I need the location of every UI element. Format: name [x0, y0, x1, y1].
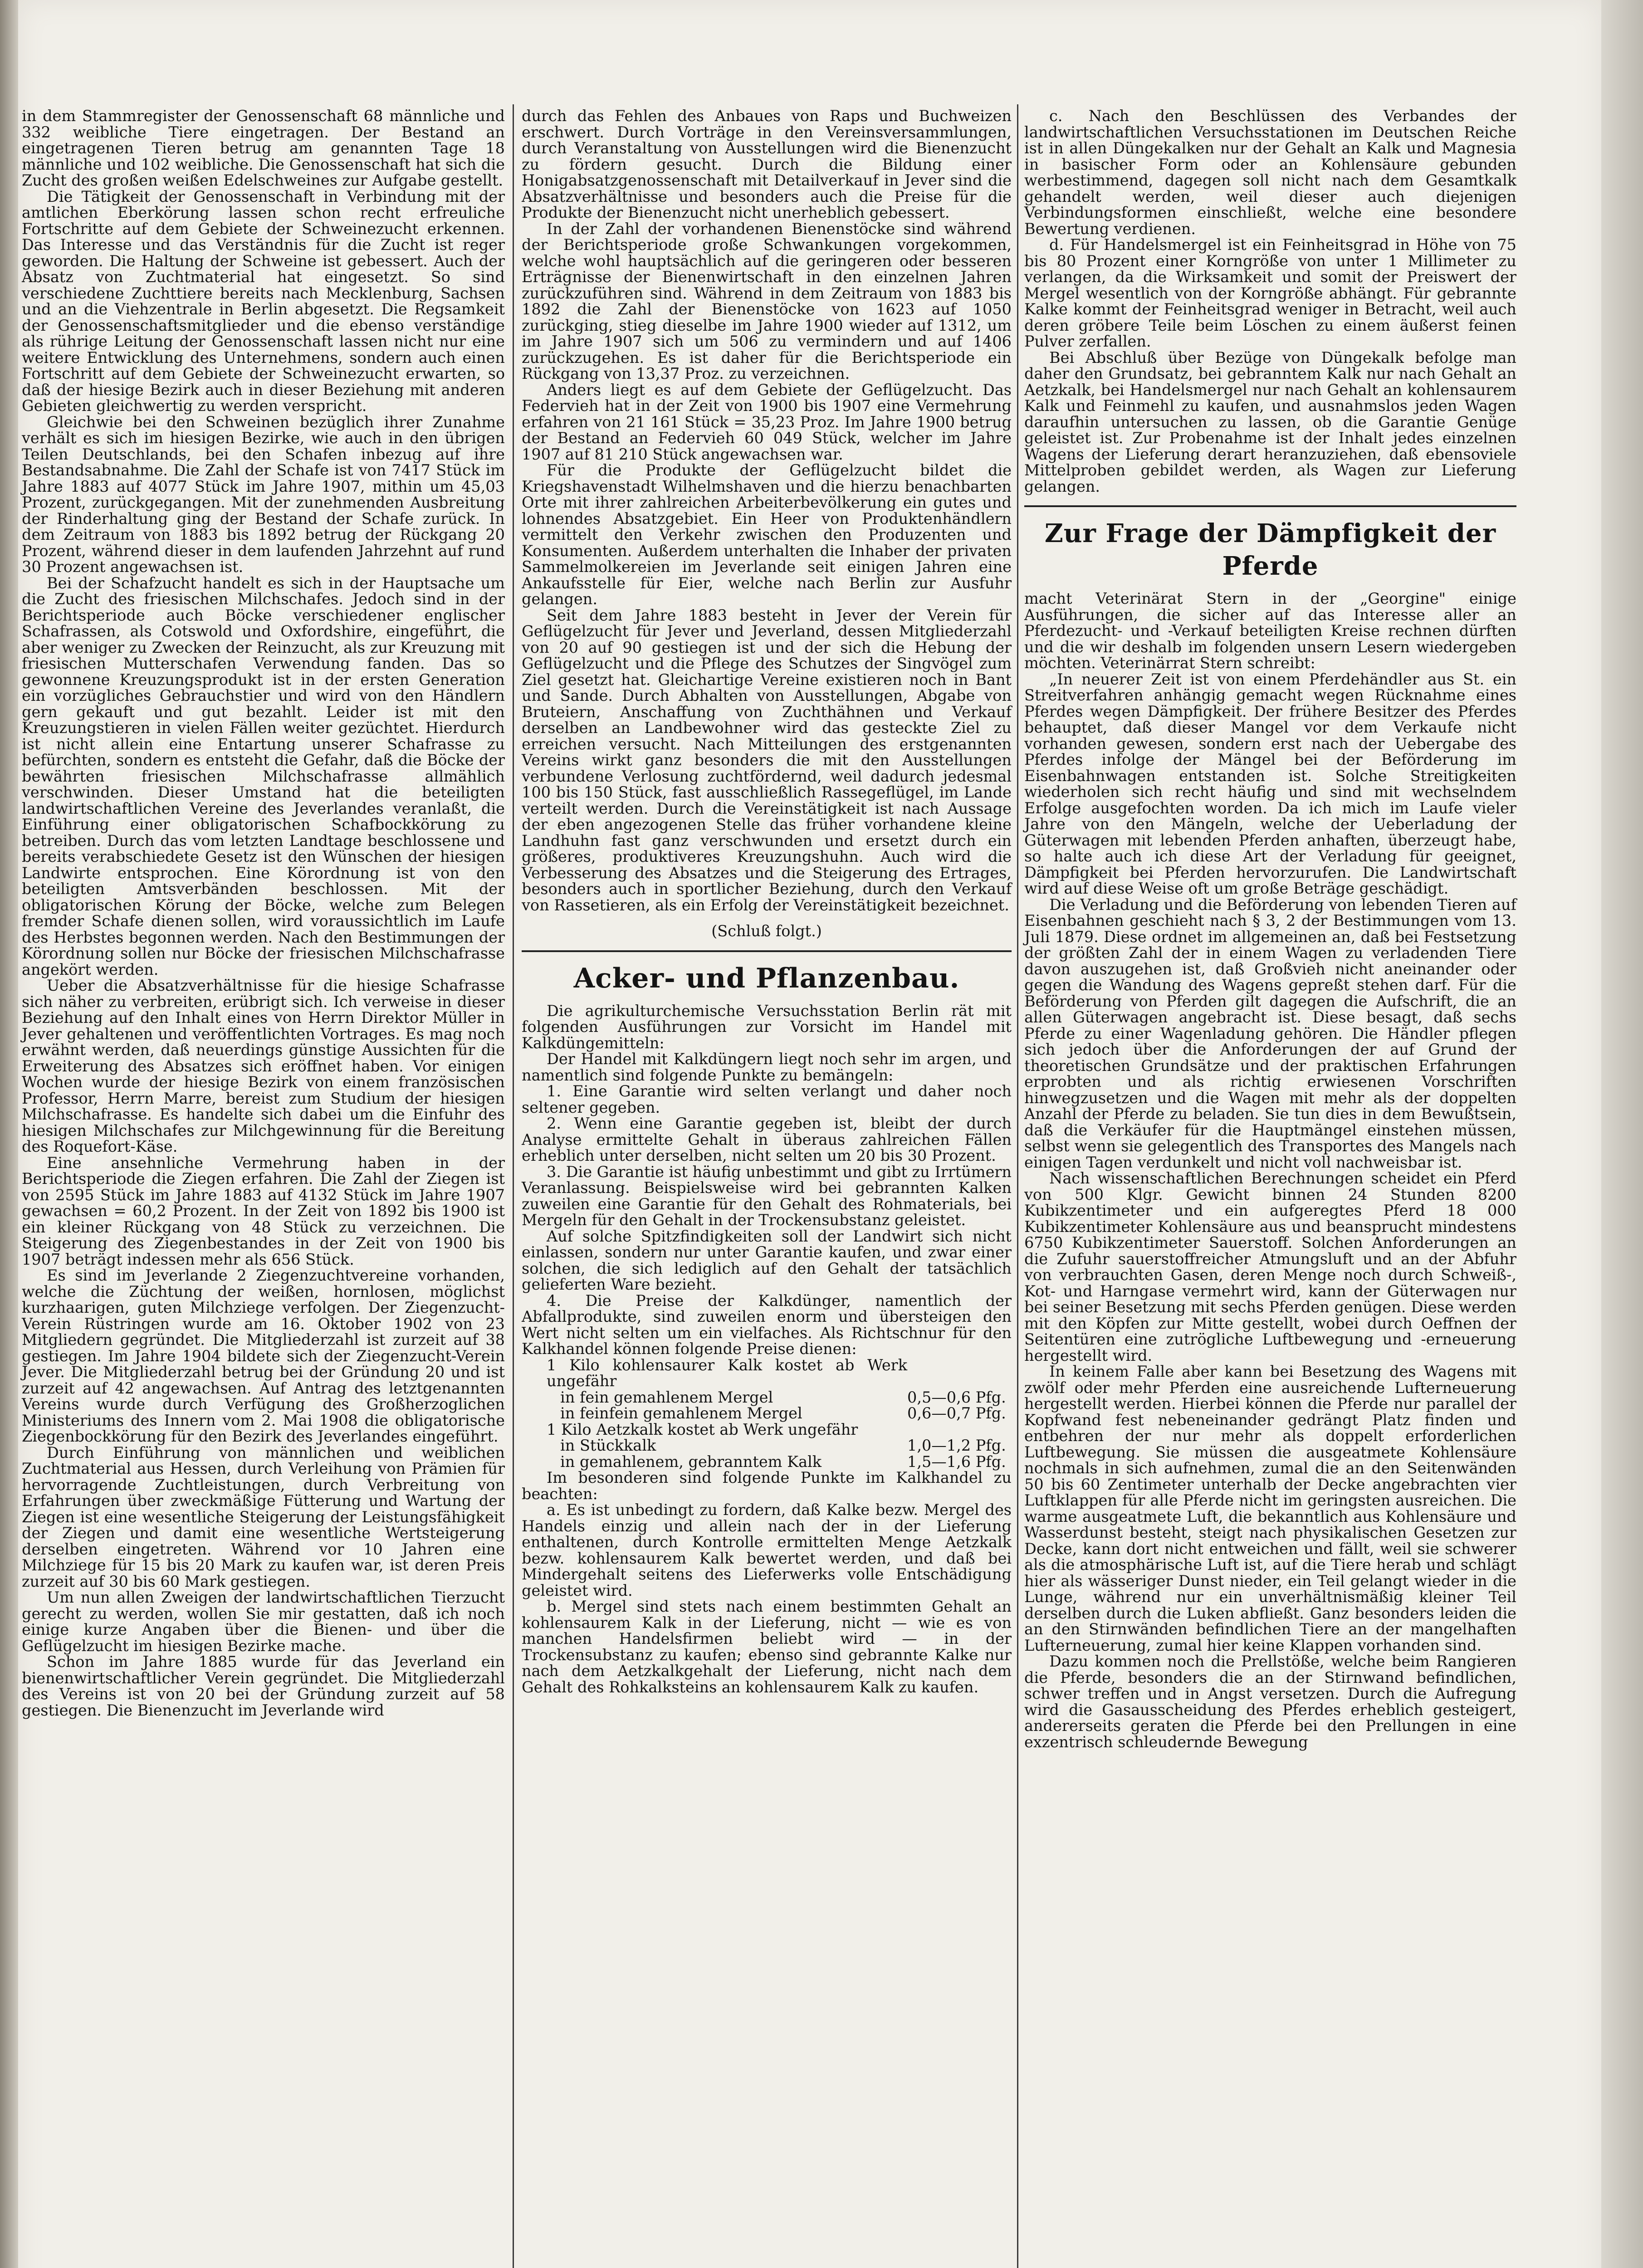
paragraph: Bei Abschluß über Bezüge von Düngekalk befolge man daher den Grundsatz, bei gebranntem Kalk nur nach Gehalt an Aetzkalk, bei Handelsmergel nur nach Gehalt an kohlensaurem Kalk und Feinmehl zu kaufen, und ausnahmslos jeden Wagen daraufhin untersuchen zu lassen, ob die Garantie Genüge geleistet ist. Zur Probenahme ist der Inhalt jedes einzelnen Wagens der Lieferung derart heranzuziehen, daß ebensoviele Mittelproben gebildet werden, als Wagen zur Lieferung gelangen. [1024, 348, 1516, 495]
price-label: 1 Kilo kohlensaurer Kalk kostet ab Werk ungefähr [547, 1356, 907, 1390]
section-heading: Zur Frage der Dämpfigkeit der Pferde [1044, 518, 1496, 581]
price-label: in gemahlenem, gebranntem Kalk [560, 1452, 822, 1471]
column-rule-2 [1017, 104, 1018, 2268]
paragraph: Es sind im Jeverlande 2 Ziegenzuchtvereine vorhanden, welche die Züchtung der weißen, hornlosen, möglichst kurzhaarigen, guten Milchziege verfolgen. Der Ziegenzucht-Verein Rüstringen wurde am 16. Oktober 1902 von 23 Mitgliedern gegründet. Die Mitgliederzahl ist zurzeit auf 38 gestiegen. Im Jahre 1904 bildete sich der Ziegenzucht-Verein Jever. Die Mitgliederzahl betrug bei der Gründung 20 und ist zurzeit auf 42 angewachsen. Auf Antrag des letztgenannten Vereins wurde durch Verfügung des Großherzoglichen Ministeriums des Innern vom 2. Mai 1908 die obligatorische Ziegenbockkörung für den Bezirk des Jeverlandes eingeführt. [22, 1266, 505, 1445]
price-row [522, 1357, 1012, 1389]
price-value: 1,5—1,6 Pfg. [907, 1452, 1006, 1471]
price-value: 1,0—1,2 Pfg. [907, 1437, 1006, 1454]
paragraph: Ueber die Absatzverhältnisse für die hiesige Schafrasse sich näher zu verbreiten, erübrigt sich. Ich verweise in dieser Beziehung auf den Inhalt eines von Herrn Direktor Müller in Jever gehaltenen und veröffentlichten Vortrages. Es mag noch erwähnt werden, daß neuerdings günstige Aussichten für die Erweiterung des Absatzes sich eröffnet haben. Vor einigen Wochen wurde der hiesige Bezirk von einem französischen Professor, Herrn Marre, bereist zum Studium der hiesigen Milchschafrasse. Es handelte sich dabei um die Einfuhr des hiesigen Milchschafes zur Milchgewinnung für die Bereitung des Roquefort-Käse. [22, 977, 505, 1155]
paragraph: Seit dem Jahre 1883 besteht in Jever der Verein für Geflügelzucht für Jever und Jeverland, dessen Mitgliederzahl von 20 auf 90 gestiegen ist und der sich die Hebung der Geflügelzucht und die Pflege des Schutzes der Singvögel zum Ziel gesetzt hat. Gleichartige Vereine existieren noch in Bant und Sande. Durch Abhalten von Ausstellungen, Abgabe von Bruteiern, Anschaffung von Zuchthähnen und Verkauf derselben an Landbewohner wird das gesteckte Ziel zu erreichen versucht. Nach Mitteilungen des erstgenannten Vereins wirkt ganz besonders die mit den Ausstellungen verbundene Verlosung zuchtfördernd, weil dadurch jedesmal 100 bis 150 Stück, fast ausschließlich Rassegeflügel, im Lande verteilt werden. Durch die Vereinstätigkeit ist nach Aussage der eben angezogenen Stelle das früher vorhandene kleine Landhuhn fast ganz verschwunden und ersetzt durch ein größeres, produktiveres Kreuzungshuhn. Auch wird die Verbesserung des Absatzes und die Steigerung des Ertrages, besonders auch in sportlicher Beziehung, durch den Verkauf von Rassetieren, als ein Erfolg der Vereinstätigkeit bezeichnet. [522, 606, 1012, 914]
paragraph: Um nun allen Zweigen der landwirtschaftlichen Tierzucht gerecht zu werden, wollen Sie mir gestatten, daß ich noch einige kurze Angaben über die Bienen- und über die Geflügelzucht im hiesigen Bezirke mache. [22, 1589, 505, 1655]
paragraph: durch das Fehlen des Anbaues von Raps und Buchweizen erschwert. Durch Vorträge in den Vereinsversammlungen, durch Veranstaltung von Ausstellungen wird die Bienenzucht zu fördern gesucht. Durch die Bildung einer Honigabsatzgenossenschaft mit Detailverkauf in Jever sind die Absatzverhältnisse und besonders auch die Preise für die Produkte der Bienenzucht nicht unerheblich gebessert. [522, 107, 1012, 221]
price-row [522, 1454, 1012, 1470]
paragraph: Nach wissenschaftlichen Berechnungen scheidet ein Pferd von 500 Klgr. Gewicht binnen 24 Stunden 8200 Kubikzentimeter und ein aufgeregtes Pferd 18 000 Kubikzentimeter Kohlensäure aus und beansprucht mindestens 6750 Kubikzentimeter Sauerstoff. Solchen Anforderungen an die Zufuhr sauerstoffreicher Atmungsluft und an der Abfuhr von verbrauchten Gasen, deren Menge noch durch Schweiß-, Kot- und Harngase vermehrt wird, kann der Güterwagen nur bei seiner Besetzung mit sechs Pferden genügen. Diese werden mit den Köpfen zur Mitte gestellt, wobei durch Oeffnen der Seitentüren eine zutrögliche Luftbewegung und -erneuerung hergestellt wird. [1024, 1169, 1516, 1364]
paragraph: Bei der Schafzucht handelt es sich in der Hauptsache um die Zucht des friesischen Milchschafes. Jedoch sind in der Berichtsperiode auch Böcke verschiedener englischer Schafrassen, als Cotswold und Oxfordshire, eingeführt, die aber weniger zu Zwecken der Reinzucht, als zur Kreuzung mit friesischen Mutterschafen Verwendung fanden. Das so gewonnene Kreuzungsprodukt ist in der ersten Generation ein vorzügliches Gebrauchstier und wird von den Händlern gern gekauft und gut bezahlt. Leider ist mit den Kreuzungstieren in vielen Fällen weiter gezüchtet. Hierdurch ist nicht allein eine Entartung unserer Schafrasse zu befürchten, sondern es entsteht die Gefahr, daß die Böcke der bewährten friesischen Milchschafrasse allmählich verschwinden. Dieser Umstand hat die beteiligten landwirtschaftlichen Vereine des Jeverlandes veranlaßt, die Einführung einer obligatorischen Schafbockkörung zu betreiben. Durch das vom letzten Landtage beschlossene und bereits verabschiedete Gesetz ist den Wünschen der hiesigen Landwirte entsprochen. Eine Körordnung ist von den beteiligten Amtsverbänden beschlossen. Mit der obligatorischen Körung der Böcke, welche zum Belegen fremder Schafe dienen sollen, wird voraussichtlich im Laufe des Herbstes begonnen werden. Nach den Bestimmungen der Körordnung sollen nur Böcke der friesischen Milchschafrasse angekört werden. [22, 574, 505, 978]
price-value [907, 1357, 1012, 1389]
continuation-note: (Schluß folgt.) [711, 922, 822, 940]
paragraph: In der Zahl der vorhandenen Bienenstöcke sind während der Berichtsperiode große Schwankungen vorgekommen, welche wohl hauptsächlich auf die geringeren oder besseren Erträgnisse der Bienenwirtschaft in den einzelnen Jahren zurückzuführen sind. Während in dem Zeitraum von 1883 bis 1892 die Zahl der Bienenstöcke von 1623 auf 1050 zurückging, stieg dieselbe im Jahre 1900 wieder auf 1312, um im Jahre 1907 sich um 506 zu vermindern und auf 1406 zurückzugehen. Es ist daher für die Berichtsperiode ein Rückgang von 13,37 Proz. zu verzeichnen. [522, 220, 1012, 382]
column-3 [1024, 108, 1516, 1750]
price-table [522, 1357, 1012, 1470]
paragraph: macht Veterinärat Stern in der „Georgine" einige Ausführungen, die sicher auf das Interesse aller an Pferdezucht- und -Verkauf beteiligten Kreise rechnen dürften und die wir deshalb im folgenden unsern Lesern wiedergeben möchten. Veterinärrat Stern schreibt: [1024, 590, 1516, 672]
paragraph: Schon im Jahre 1885 wurde für das Jeverland ein bienenwirtschaftlicher Verein gegründet. Die Mitgliederzahl des Vereins ist von 20 bei der Gründung zurzeit auf 58 gestiegen. Die Bienenzucht im Jeverlande wird [22, 1653, 505, 1719]
paragraph: in dem Stammregister der Genossenschaft 68 männliche und 332 weibliche Tiere eingetragen. Der Bestand an eingetragenen Tieren betrug am genannten Tage 18 männliche und 102 weibliche. Die Genossenschaft hat sich die Zucht des großen weißen Edelschweines zur Aufgabe gestellt. [22, 107, 505, 189]
price-label: 1 Kilo Aetzkalk kostet ab Werk ungefähr [547, 1420, 858, 1438]
quote-paragraph: „In neuerer Zeit ist von einem Pferdehändler aus St. ein Streitverfahren anhängig gemacht wegen Rücknahme eines Pferdes wegen Dämpfigkeit. Der frühere Besitzer des Pferdes behauptet, daß dieser Mangel vor dem Verkaufe nicht vorhanden gewesen, sondern erst nach der Uebergabe des Pferdes infolge der Mängel bei der Beförderung im Eisenbahnwagen entstanden ist. Solche Streitigkeiten wiederholen sich recht häufig und sind mit wechselndem Erfolge ausgefochten worden. Da ich mich im Laufe vieler Jahre von den Mängeln, welche der Ueberladung der Güterwagen mit lebenden Pferden anhaften, überzeugt habe, so halte auch ich diese Art der Verladung für geeignet, Dämpfigkeit bei Pferden hervorzurufen. Die Landwirtschaft wird auf diese Weise oft um große Beträge geschädigt. [1024, 670, 1516, 897]
price-row [522, 1389, 1012, 1406]
paragraph: Auf solche Spitzfindigkeiten soll der Landwirt sich nicht einlassen, sondern nur unter Garantie kaufen, und zwar einer solchen, die sich lediglich auf den Gehalt der tatsächlich gelieferten Ware bezieht. [522, 1227, 1012, 1293]
paragraph: Für die Produkte der Geflügelzucht bildet die Kriegshavenstadt Wilhelmshaven und die hierzu benachbarten Orte mit ihrer zahlreichen Arbeiterbevölkerung ein gutes und lohnendes Absatzgebiet. Ein Heer von Produktenhändlern vermittelt den Verkehr zwischen den Produzenten und Konsumenten. Außerdem unterhalten die Inhaber der privaten Sammelmolkereien im Jeverlande seit einigen Jahren eine Ankaufsstelle für Eier, welche nach Berlin zur Ausfuhr gelangen. [522, 461, 1012, 608]
price-row [522, 1405, 1012, 1422]
paragraph: Durch Einführung von männlichen und weiblichen Zuchtmaterial aus Hessen, durch Verleihung von Prämien für hervorragende Zuchtleistungen, durch Verbreitung von Erfahrungen über zweckmäßige Fütterung und Wartung der Ziegen ist eine wesentliche Steigerung der Leistungsfähigkeit der Ziegen und damit eine wesentliche Wertsteigerung derselben eingetreten. Während vor 10 Jahren eine Milchziege für 15 bis 20 Mark zu kaufen war, ist deren Preis zurzeit auf 30 bis 60 Mark gestiegen. [22, 1443, 505, 1590]
section-divider [1024, 505, 1516, 507]
column-rule-1 [513, 104, 514, 2268]
paragraph: Die Verladung und die Beförderung von lebenden Tieren auf Eisenbahnen geschieht nach § 3, 2 der Bestimmungen vom 13. Juli 1879. Diese ordnet im allgemeinen an, daß bei Festsetzung der größten Zahl der in einem Wagen zu verladenden Tiere davon auszugehen ist, daß Großvieh nicht aneinander oder gegen die Wandung des Wagens gepreßt stehen darf. Für die Beförderung von Pferden gilt dagegen die Aufschrift, die an allen Güterwagen angebracht ist. Diese besagt, daß sechs Pferde zu einer Wagenladung gehören. Die Händler pflegen sich jedoch über die Anforderungen der auf Grund der theoretischen Grundsätze und der praktischen Erfahrungen erprobten und als richtig erwiesenen Vorschriften hinwegzusetzen und die Wagen mit mehr als der doppelten Anzahl der Pferde zu beladen. Sie tun dies in dem Bewußtsein, daß die Verkäufer für die Hauptmängel einstehen müssen, selbst wenn sie gelegentlich des Transportes des Mangels nach einigen Tagen verdunkelt und nicht voll nachweisbar ist. [1024, 895, 1516, 1171]
paragraph: Gleichwie bei den Schweinen bezüglich ihrer Zunahme verhält es sich im hiesigen Bezirke, wie auch in den übrigen Teilen Deutschlands, bei den Schafen inbezug auf ihre Bestandsabnahme. Die Zahl der Schafe ist von 7417 Stück im Jahre 1883 auf 4077 Stück im Jahre 1907, mithin um 45,03 Prozent, zurückgegangen. Mit der zunehmenden Ausbreitung der Rinderhaltung ging der Bestand der Schafe zurück. In dem Zeitraum von 1883 bis 1892 betrug der Rückgang 20 Prozent, während dieser in dem laufenden Jahrzehnt auf rund 30 Prozent angewachsen ist. [22, 413, 505, 576]
paragraph: Eine ansehnliche Vermehrung haben in der Berichtsperiode die Ziegen erfahren. Die Zahl der Ziegen ist von 2595 Stück im Jahre 1883 auf 4132 Stück im Jahre 1907 gewachsen = 60,2 Prozent. In der Zeit von 1892 bis 1900 ist ein kleiner Rückgang von 48 Stück zu verzeichnen. Die Steigerung des Ziegenbestandes in der Zeit von 1900 bis 1907 beträgt indessen mehr als 656 Stück. [22, 1154, 505, 1268]
paragraph: Dazu kommen noch die Prellstöße, welche beim Rangieren die Pferde, besonders die an der Stirnwand befindlichen, schwer treffen und in Angst versetzen. Durch die Aufregung wird die Gasausscheidung des Pferdes erheblich gesteigert, andererseits geraten die Pferde bei den Prellungen in eine exzentrisch schleudernde Bewegung [1024, 1652, 1516, 1751]
paragraph: Die agrikulturchemische Versuchsstation Berlin rät mit folgenden Ausführungen zur Vorsicht im Handel mit Kalkdüngemitteln: [522, 1002, 1012, 1052]
paragraph: Im besonderen sind folgende Punkte im Kalkhandel zu beachten: [522, 1469, 1012, 1503]
list-item: 1. Eine Garantie wird selten verlangt und daher noch seltener gegeben. [522, 1082, 1012, 1116]
page-edge [1601, 0, 1643, 2268]
section-divider [522, 950, 1012, 952]
price-label: in fein gemahlenem Mergel [560, 1388, 773, 1406]
paragraph: Der Handel mit Kalkdüngern liegt noch sehr im argen, und namentlich sind folgende Punkte zu bemängeln: [522, 1050, 1012, 1084]
newspaper-page [18, 0, 1601, 2268]
price-label: in feinfein gemahlenem Mergel [560, 1404, 802, 1422]
list-item: 2. Wenn eine Garantie gegeben ist, bleibt der durch Analyse ermittelte Gehalt in überaus zahlreichen Fällen erheblich unter derselben, nicht selten um 20 bis 30 Prozent. [522, 1114, 1012, 1164]
list-item: a. Es ist unbedingt zu fordern, daß Kalke bezw. Mergel des Handels einzig und allein nach der in der Lieferung enthaltenen, durch Kontrolle ermittelten Menge Aetzkalk bezw. kohlensaurem Kalk bewertet werden, und daß bei Mindergehalt seitens des Lieferwerks volle Entschädigung geleistet wird. [522, 1501, 1012, 1599]
paragraph: In keinem Falle aber kann bei Besetzung des Wagens mit zwölf oder mehr Pferden eine ausreichende Lufterneuerung hergestellt werden. Hierbei können die Pferde nur parallel der Kopfwand fest nebeneinander gedrängt Platz finden und entbehren der nur mehr als doppelt erforderlichen Luftbewegung. Sie müssen die ausgeatmete Kohlensäure nochmals in sich aufnehmen, zumal die an den Seitenwänden 50 bis 60 Zentimeter unterhalb der Decke angebrachten vier Luftklappen für alle Pferde nicht im geringsten ausreichen. Die warme ausgeatmete Luft, die bekanntlich aus Kohlensäure und Wasserdunst besteht, steigt nach physikalischen Gesetzen zur Decke, kann dort nicht entweichen und fällt, weil sie schwerer als die atmosphärische Luft ist, auf die Tiere herab und schlägt hier als wässeriger Dunst nieder, ein Teil gelangt wieder in die Lunge, während nur ein unverhältnismäßig kleiner Teil derselben durch die Luken abfließt. Ganz besonders leiden die an den Stirnwänden befindlichen Tiere an der mangelhaften Lufterneuerung, zumal hier keine Klappen vorhanden sind. [1024, 1363, 1516, 1654]
price-value [907, 1422, 1012, 1438]
list-item: 3. Die Garantie ist häufig unbestimmt und gibt zu Irrtümern Veranlassung. Beispielsweise wird bei gebrannten Kalken zuweilen eine Garantie für den Gehalt des Rohmaterials, bei Mergeln für den Gehalt in der Trockensubstanz geleistet. [522, 1163, 1012, 1229]
list-item: c. Nach den Beschlüssen des Verbandes der landwirtschaftlichen Versuchsstationen im Deutschen Reiche ist in allen Düngekalken nur der Gehalt an Kalk und Magnesia in basischer Form oder an Kohlensäure gebunden werbestimmend, dagegen soll nicht nach dem Gesamtkalk gehandelt werden, weil dieser auch diejenigen Verbindungsformen einschließt, welche eine besondere Bewertung verdienen. [1024, 107, 1516, 238]
price-row [522, 1422, 1012, 1438]
price-value: 0,6—0,7 Pfg. [907, 1404, 1006, 1422]
price-value: 0,5—0,6 Pfg. [907, 1388, 1006, 1406]
section-heading: Acker- und Pflanzenbau. [573, 962, 960, 994]
list-item: 4. Die Preise der Kalkdünger, namentlich der Abfallprodukte, sind zuweilen enorm und übersteigen den Wert nicht selten um ein vielfaches. Als Richtschnur für den Kalkhandel können folgende Preise dienen: [522, 1291, 1012, 1358]
column-1 [22, 108, 505, 1718]
list-item: d. Für Handelsmergel ist ein Feinheitsgrad in Höhe von 75 bis 80 Prozent einer Korngröße von unter 1 Millimeter zu verlangen, da die Wirksamkeit und somit der Preiswert der Mergel wesentlich von der Korngröße abhängt. Für gebrannte Kalke kommt der Feinheitsgrad weniger in Betracht, weil auch deren gröbere Teile beim Löschen zu einem äußerst feinen Pulver zerfallen. [1024, 236, 1516, 350]
book-spine [0, 0, 18, 2268]
paragraph: Die Tätigkeit der Genossenschaft in Verbindung mit der amtlichen Eberkörung lassen schon recht erfreuliche Fortschritte auf dem Gebiete der Schweinezucht erkennen. Das Interesse und das Verständnis für die Zucht ist reger geworden. Die Haltung der Schweine ist gebessert. Auch der Absatz von Zuchtmaterial hat eingesetzt. So sind verschiedene Zuchttiere bereits nach Mecklenburg, Sachsen und an die Viehzentrale in Berlin abgesetzt. Die Regsamkeit der Genossenschaftsmitglieder und die ebenso verständige als rührige Leitung der Genossenschaft lassen nicht nur eine weitere Entwicklung des Unternehmens, sondern auch einen Fortschritt auf dem Gebiete der Schweinezucht erwarten, so daß der hiesige Bezirk auch in dieser Beziehung mit anderen Gebieten gleichwertig zu werden verspricht. [22, 187, 505, 415]
list-item: b. Mergel sind stets nach einem bestimmten Gehalt an kohlensaurem Kalk in der Lieferung, nicht — wie es von manchen Handelsfirmen beliebt wird — in der Trockensubstanz zu kaufen; ebenso sind gebrannte Kalke nur nach dem Aetzkalkgehalt der Lieferung, nicht nach dem Gehalt des Rohkalksteins an kohlensaurem Kalk zu kaufen. [522, 1598, 1012, 1696]
price-row [522, 1437, 1012, 1454]
paragraph: Anders liegt es auf dem Gebiete der Geflügelzucht. Das Federvieh hat in der Zeit von 1900 bis 1907 eine Vermehrung erfahren von 21 161 Stück = 35,23 Proz. Im Jahre 1900 betrug der Bestand an Federvieh 60 049 Stück, welcher im Jahre 1907 auf 81 210 Stück angewachsen war. [522, 381, 1012, 463]
price-label: in Stückkalk [560, 1437, 656, 1454]
column-2 [522, 108, 1012, 1695]
